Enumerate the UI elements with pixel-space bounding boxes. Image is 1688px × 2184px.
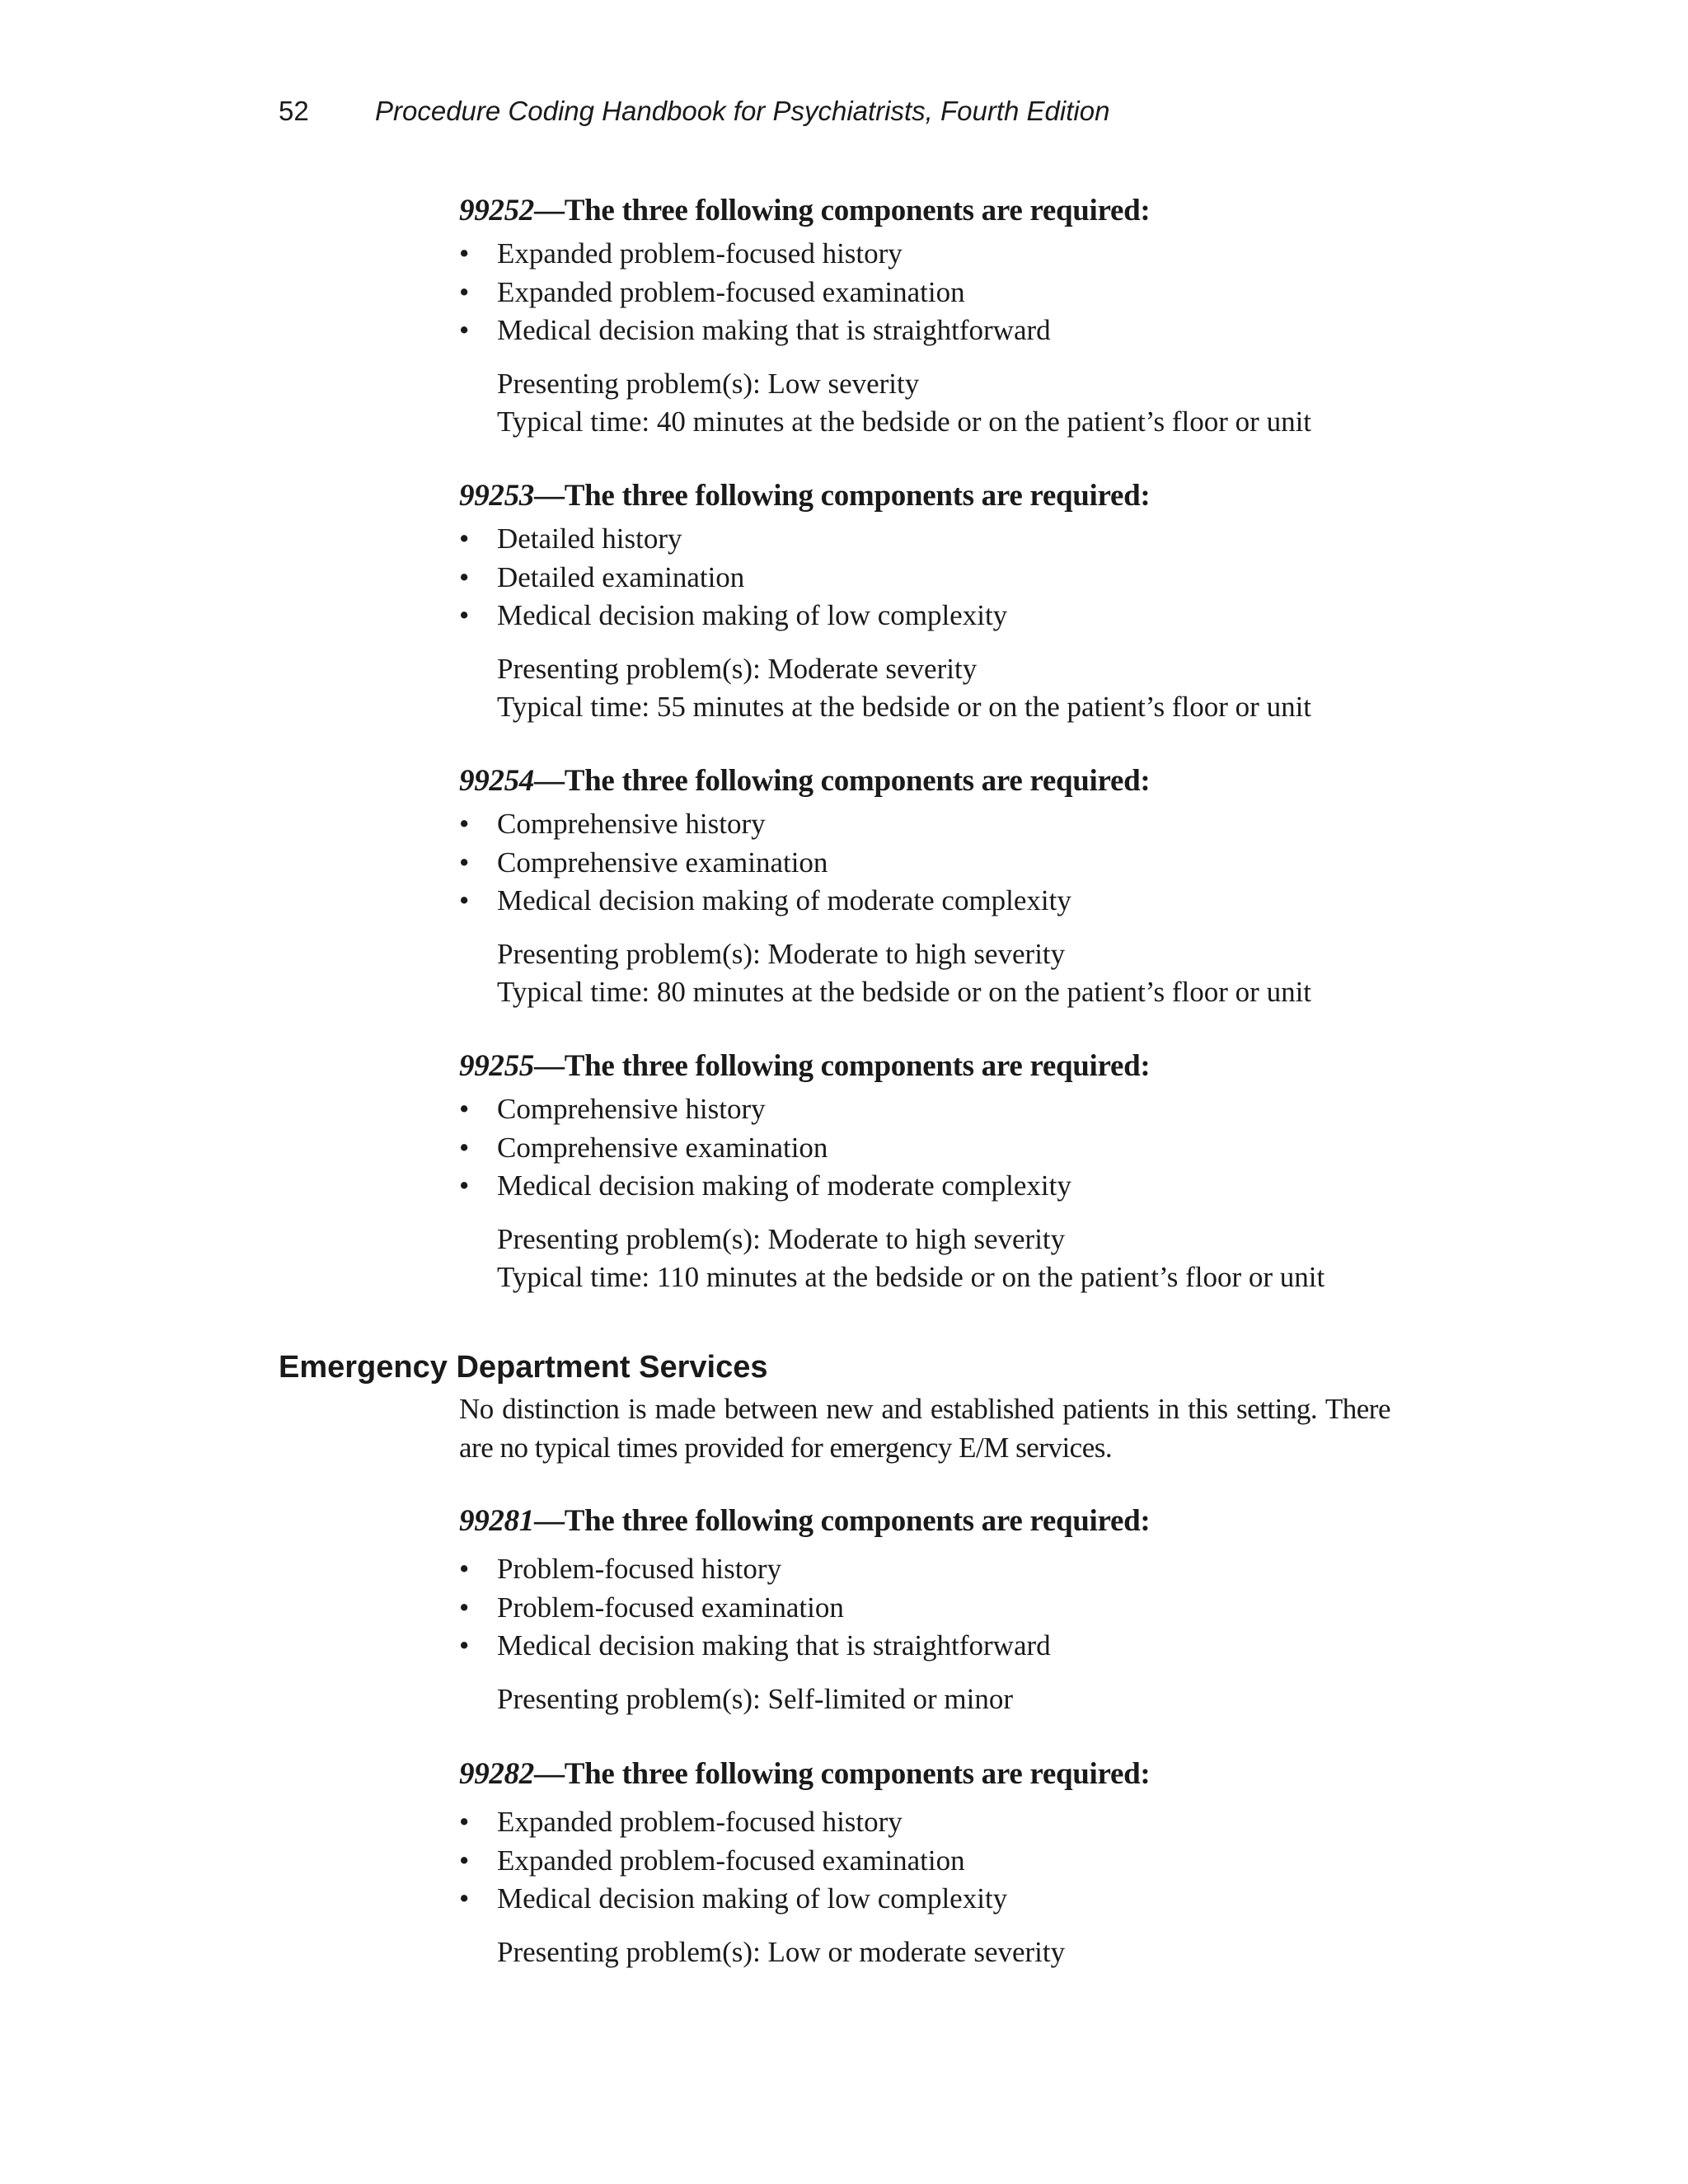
presenting-problem: Presenting problem(s): Moderate severity [497, 652, 978, 685]
list-item-text: Comprehensive examination [497, 846, 828, 879]
entry-code: 99252 [459, 194, 535, 227]
presenting-problem: Presenting problem(s): Low severity [497, 367, 920, 400]
entry-heading-text: —The three following components are required: [534, 1504, 1151, 1538]
bullet-icon: • [459, 314, 470, 346]
list-item-text: Medical decision making of low complexity [497, 599, 1008, 631]
list-item-text: Problem-focused examination [497, 1591, 844, 1624]
list-item [459, 1589, 1415, 1628]
entry-code: 99281 [459, 1504, 535, 1538]
list-item [459, 1129, 1415, 1168]
requirement-list [459, 1090, 1415, 1206]
typical-time: Typical time: 80 minutes at the bedside or on the patient’s floor or unit [497, 976, 1312, 1008]
typical-time: Typical time: 40 minutes at the bedside or on the patient’s floor or unit [497, 405, 1312, 438]
list-item [459, 597, 1415, 635]
bullet-icon: • [459, 1093, 470, 1125]
entry-code: 99254 [459, 764, 535, 798]
bullet-icon: • [459, 1629, 470, 1661]
entry-heading [459, 1047, 1415, 1085]
entry-notes [459, 365, 1415, 442]
entry-notes [459, 1221, 1415, 1297]
list-item-text: Medical decision making that is straightforward [497, 314, 1051, 346]
entry-code: 99255 [459, 1049, 535, 1083]
entry-heading-text: —The three following components are required: [534, 479, 1151, 513]
list-item [459, 274, 1415, 312]
code-entry-99281 [459, 1502, 1415, 1718]
page-number: 52 [279, 96, 309, 126]
bullet-icon: • [459, 275, 470, 308]
list-item-text: Expanded problem-focused history [497, 237, 903, 269]
bullet-icon: • [459, 599, 470, 631]
entry-notes [459, 935, 1415, 1012]
list-item [459, 520, 1415, 559]
page-header [279, 93, 1109, 129]
requirement-list [459, 1803, 1415, 1919]
list-item [459, 844, 1415, 883]
bullet-icon: • [459, 1844, 470, 1877]
presenting-problem: Presenting problem(s): Self-limited or minor [497, 1682, 1014, 1715]
entry-heading [459, 1502, 1415, 1540]
bullet-icon: • [459, 808, 470, 840]
bullet-icon: • [459, 1169, 470, 1202]
code-entry-99282 [459, 1755, 1415, 1971]
list-item-text: Expanded problem-focused examination [497, 1844, 965, 1877]
list-item-text: Detailed examination [497, 560, 745, 593]
list-item-text: Comprehensive history [497, 808, 766, 840]
list-item-text: Detailed history [497, 523, 682, 555]
entry-heading-text: —The three following components are required: [534, 1757, 1151, 1791]
list-item-text: Expanded problem-focused history [497, 1806, 903, 1838]
typical-time: Typical time: 55 minutes at the bedside or on the patient’s floor or unit [497, 691, 1312, 723]
entry-notes [459, 1933, 1415, 1972]
bullet-icon: • [459, 523, 470, 555]
list-item [459, 1880, 1415, 1919]
presenting-problem: Presenting problem(s): Low or moderate severity [497, 1935, 1066, 1968]
entry-code: 99253 [459, 479, 535, 513]
list-item-text: Problem-focused history [497, 1553, 782, 1585]
entry-heading-text: —The three following components are required: [534, 764, 1151, 798]
entry-heading-text: —The three following components are required: [534, 194, 1151, 227]
list-item [459, 1167, 1415, 1206]
bullet-icon: • [459, 1131, 470, 1164]
entry-notes [459, 650, 1415, 727]
list-item-text: Expanded problem-focused examination [497, 275, 965, 308]
bullet-icon: • [459, 1553, 470, 1585]
list-item [459, 882, 1415, 921]
bullet-icon: • [459, 560, 470, 593]
entry-heading [459, 1755, 1415, 1793]
list-item [459, 1842, 1415, 1881]
requirement-list [459, 235, 1415, 350]
requirement-list [459, 520, 1415, 635]
typical-time: Typical time: 110 minutes at the bedside or on the patient’s floor or unit [497, 1261, 1325, 1293]
code-entry-99252 [459, 192, 1415, 442]
bullet-icon: • [459, 237, 470, 269]
bullet-icon: • [459, 846, 470, 879]
entry-heading [459, 477, 1415, 515]
list-item [459, 235, 1415, 274]
requirement-list [459, 1550, 1415, 1666]
list-item [459, 1627, 1415, 1666]
list-item [459, 559, 1415, 598]
code-entry-99253 [459, 477, 1415, 727]
entry-heading [459, 762, 1415, 800]
bullet-icon: • [459, 1882, 470, 1915]
bullet-icon: • [459, 884, 470, 916]
list-item [459, 1550, 1415, 1589]
requirement-list [459, 805, 1415, 921]
list-item [459, 312, 1415, 350]
list-item-text: Medical decision making of moderate complexity [497, 1169, 1071, 1202]
bullet-icon: • [459, 1591, 470, 1624]
list-item [459, 1803, 1415, 1842]
running-head: Procedure Coding Handbook for Psychiatrists, Fourth Edition [375, 96, 1110, 126]
list-item-text: Comprehensive examination [497, 1131, 828, 1164]
presenting-problem: Presenting problem(s): Moderate to high severity [497, 937, 1066, 970]
section-heading: Emergency Department Services [279, 1350, 768, 1385]
list-item-text: Medical decision making that is straightforward [497, 1629, 1051, 1661]
presenting-problem: Presenting problem(s): Moderate to high severity [497, 1222, 1066, 1255]
list-item-text: Medical decision making of low complexity [497, 1882, 1008, 1915]
list-item [459, 1090, 1415, 1129]
code-entry-99255 [459, 1047, 1415, 1297]
list-item-text: Comprehensive history [497, 1093, 766, 1125]
list-item-text: Medical decision making of moderate complexity [497, 884, 1071, 916]
section-intro: No distinction is made between new and established patients in this setting. There are no typical times provided for emergency E/M services. [459, 1393, 1390, 1464]
entry-notes [459, 1680, 1415, 1719]
code-entry-99254 [459, 762, 1415, 1012]
entry-heading-text: —The three following components are required: [534, 1049, 1151, 1083]
entry-heading [459, 192, 1415, 230]
entry-code: 99282 [459, 1757, 535, 1791]
bullet-icon: • [459, 1806, 470, 1838]
list-item [459, 805, 1415, 844]
